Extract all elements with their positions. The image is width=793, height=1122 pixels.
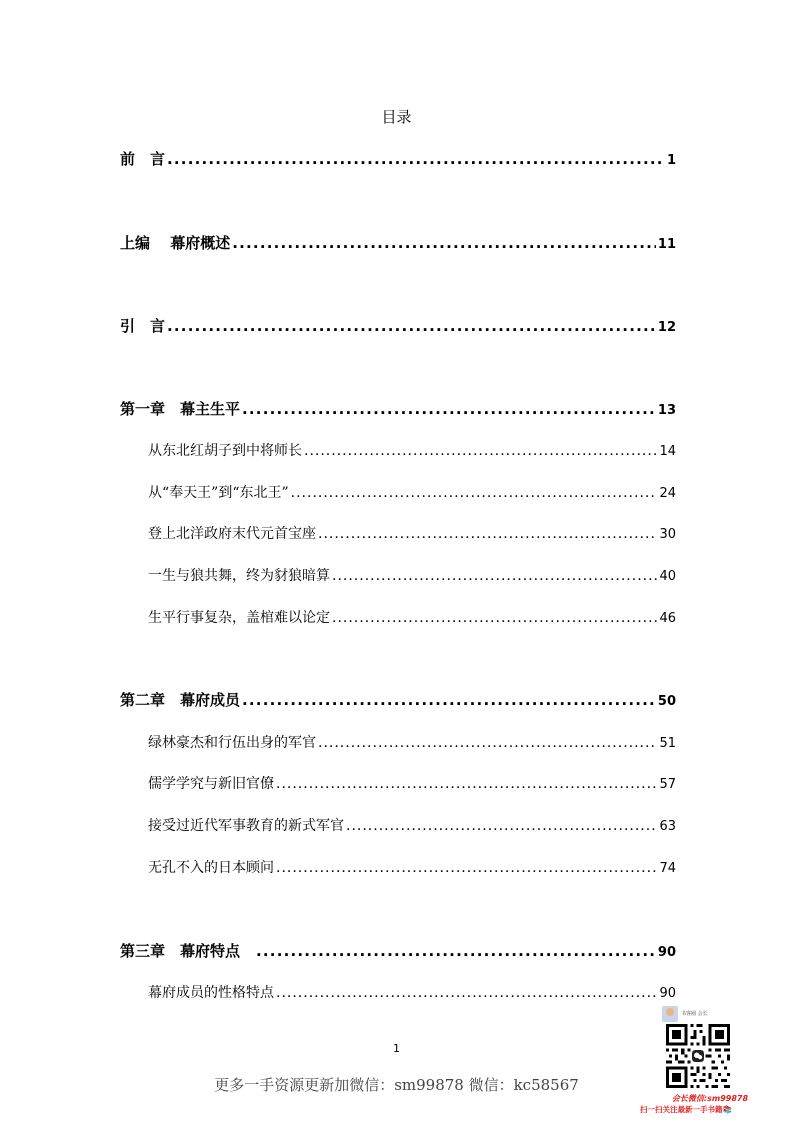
toc-entry-chapter-3[interactable] (120, 940, 676, 962)
toc-entry-page: 90 (657, 945, 676, 960)
toc-entry-page: 57 (659, 777, 676, 792)
toc-entry-label: 前 言 (120, 150, 166, 168)
toc-entry-section[interactable] (148, 607, 676, 629)
toc-entry-section[interactable] (148, 857, 676, 879)
toc-entry-page: 1 (666, 153, 676, 168)
toc-entry-section[interactable] (148, 440, 676, 462)
toc-entry-section[interactable] (148, 565, 676, 587)
toc-leader-dots (332, 568, 657, 584)
toc-leader-dots (242, 400, 656, 418)
toc-entry-preface[interactable] (120, 148, 676, 170)
toc-entry-label: 绿林豪杰和行伍出身的军官 (148, 735, 316, 751)
toc-entry-section[interactable] (148, 482, 676, 504)
page-number: 1 (393, 1042, 400, 1055)
toc-entry-label: 儒学学究与新旧官僚 (148, 776, 274, 792)
toc-entry-page: 40 (659, 569, 676, 584)
toc-entry-part-one[interactable] (120, 232, 676, 254)
toc-leader-dots (276, 776, 657, 792)
qr-watermark (640, 1004, 758, 1120)
toc-entry-label: 无孔不入的日本顾问 (148, 860, 274, 876)
toc-entry-section[interactable] (148, 815, 676, 837)
toc-entry-section[interactable] (148, 732, 676, 754)
toc-entry-page: 13 (657, 403, 676, 418)
toc-entry-label: 登上北洋政府末代元首宝座 (148, 526, 316, 542)
avatar (662, 1006, 678, 1022)
toc-entry-page: 50 (657, 694, 676, 709)
toc-entry-page: 30 (659, 527, 676, 542)
toc-title: 目录 (381, 108, 412, 126)
toc-leader-dots (318, 526, 657, 542)
toc-leader-dots (256, 942, 656, 960)
toc-entry-label: 生平行事复杂，盖棺难以论定 (148, 610, 330, 626)
toc-entry-section[interactable] (148, 982, 676, 1004)
toc-entry-page: 11 (657, 237, 676, 252)
toc-leader-dots (291, 485, 658, 501)
toc-entry-label: 第一章 幕主生平 (120, 400, 241, 418)
toc-entry-page: 74 (659, 861, 676, 876)
toc-entry-page: 51 (659, 736, 676, 751)
toc-entry-page: 24 (659, 486, 676, 501)
qr-caption-scan: 扫一扫关注最新一手书籍📚 (640, 1105, 732, 1114)
account-name: 书客圈 会长 (681, 1011, 708, 1017)
qr-code-icon (666, 1024, 730, 1088)
toc-entry-page: 90 (659, 986, 676, 1001)
toc-entry-section[interactable] (148, 523, 676, 545)
toc-entry-label: 幕府成员的性格特点 (148, 985, 274, 1001)
toc-entry-introduction[interactable] (120, 315, 676, 337)
toc-entry-label: 一生与狼共舞，终为豺狼暗算 (148, 568, 330, 584)
toc-entry-label: 第三章 幕府特点 (120, 942, 241, 960)
toc-entry-chapter-1[interactable] (120, 398, 676, 420)
toc-entry-label: 上编 幕府概述 (120, 234, 231, 252)
footer-promo-text: 更多一手资源更新加微信：sm99878 微信：kc58567 (214, 1076, 579, 1094)
toc-leader-dots (167, 317, 656, 335)
toc-entry-page: 63 (659, 819, 676, 834)
toc-leader-dots (318, 735, 657, 751)
toc-leader-dots (304, 443, 657, 459)
toc-leader-dots (167, 150, 665, 168)
toc-entry-label: 接受过近代军事教育的新式军官 (148, 818, 344, 834)
toc-entry-label: 从东北红胡子到中将师长 (148, 443, 302, 459)
toc-leader-dots (346, 818, 657, 834)
toc-leader-dots (242, 691, 656, 709)
toc-entry-section[interactable] (148, 773, 676, 795)
toc-entry-label: 从“奉天王”到“东北王” (148, 485, 289, 501)
toc-entry-label: 引 言 (120, 317, 166, 335)
toc-leader-dots (276, 985, 657, 1001)
qr-caption-wechat: 会长微信:sm99878 (671, 1094, 749, 1103)
toc-leader-dots (232, 234, 656, 252)
toc-leader-dots (276, 860, 657, 876)
toc-entry-page: 14 (659, 444, 676, 459)
toc-entry-page: 46 (659, 611, 676, 626)
toc-entry-label: 第二章 幕府成员 (120, 691, 241, 709)
toc-entry-chapter-2[interactable] (120, 689, 676, 711)
toc-leader-dots (332, 610, 657, 626)
toc-entry-page: 12 (657, 320, 676, 335)
